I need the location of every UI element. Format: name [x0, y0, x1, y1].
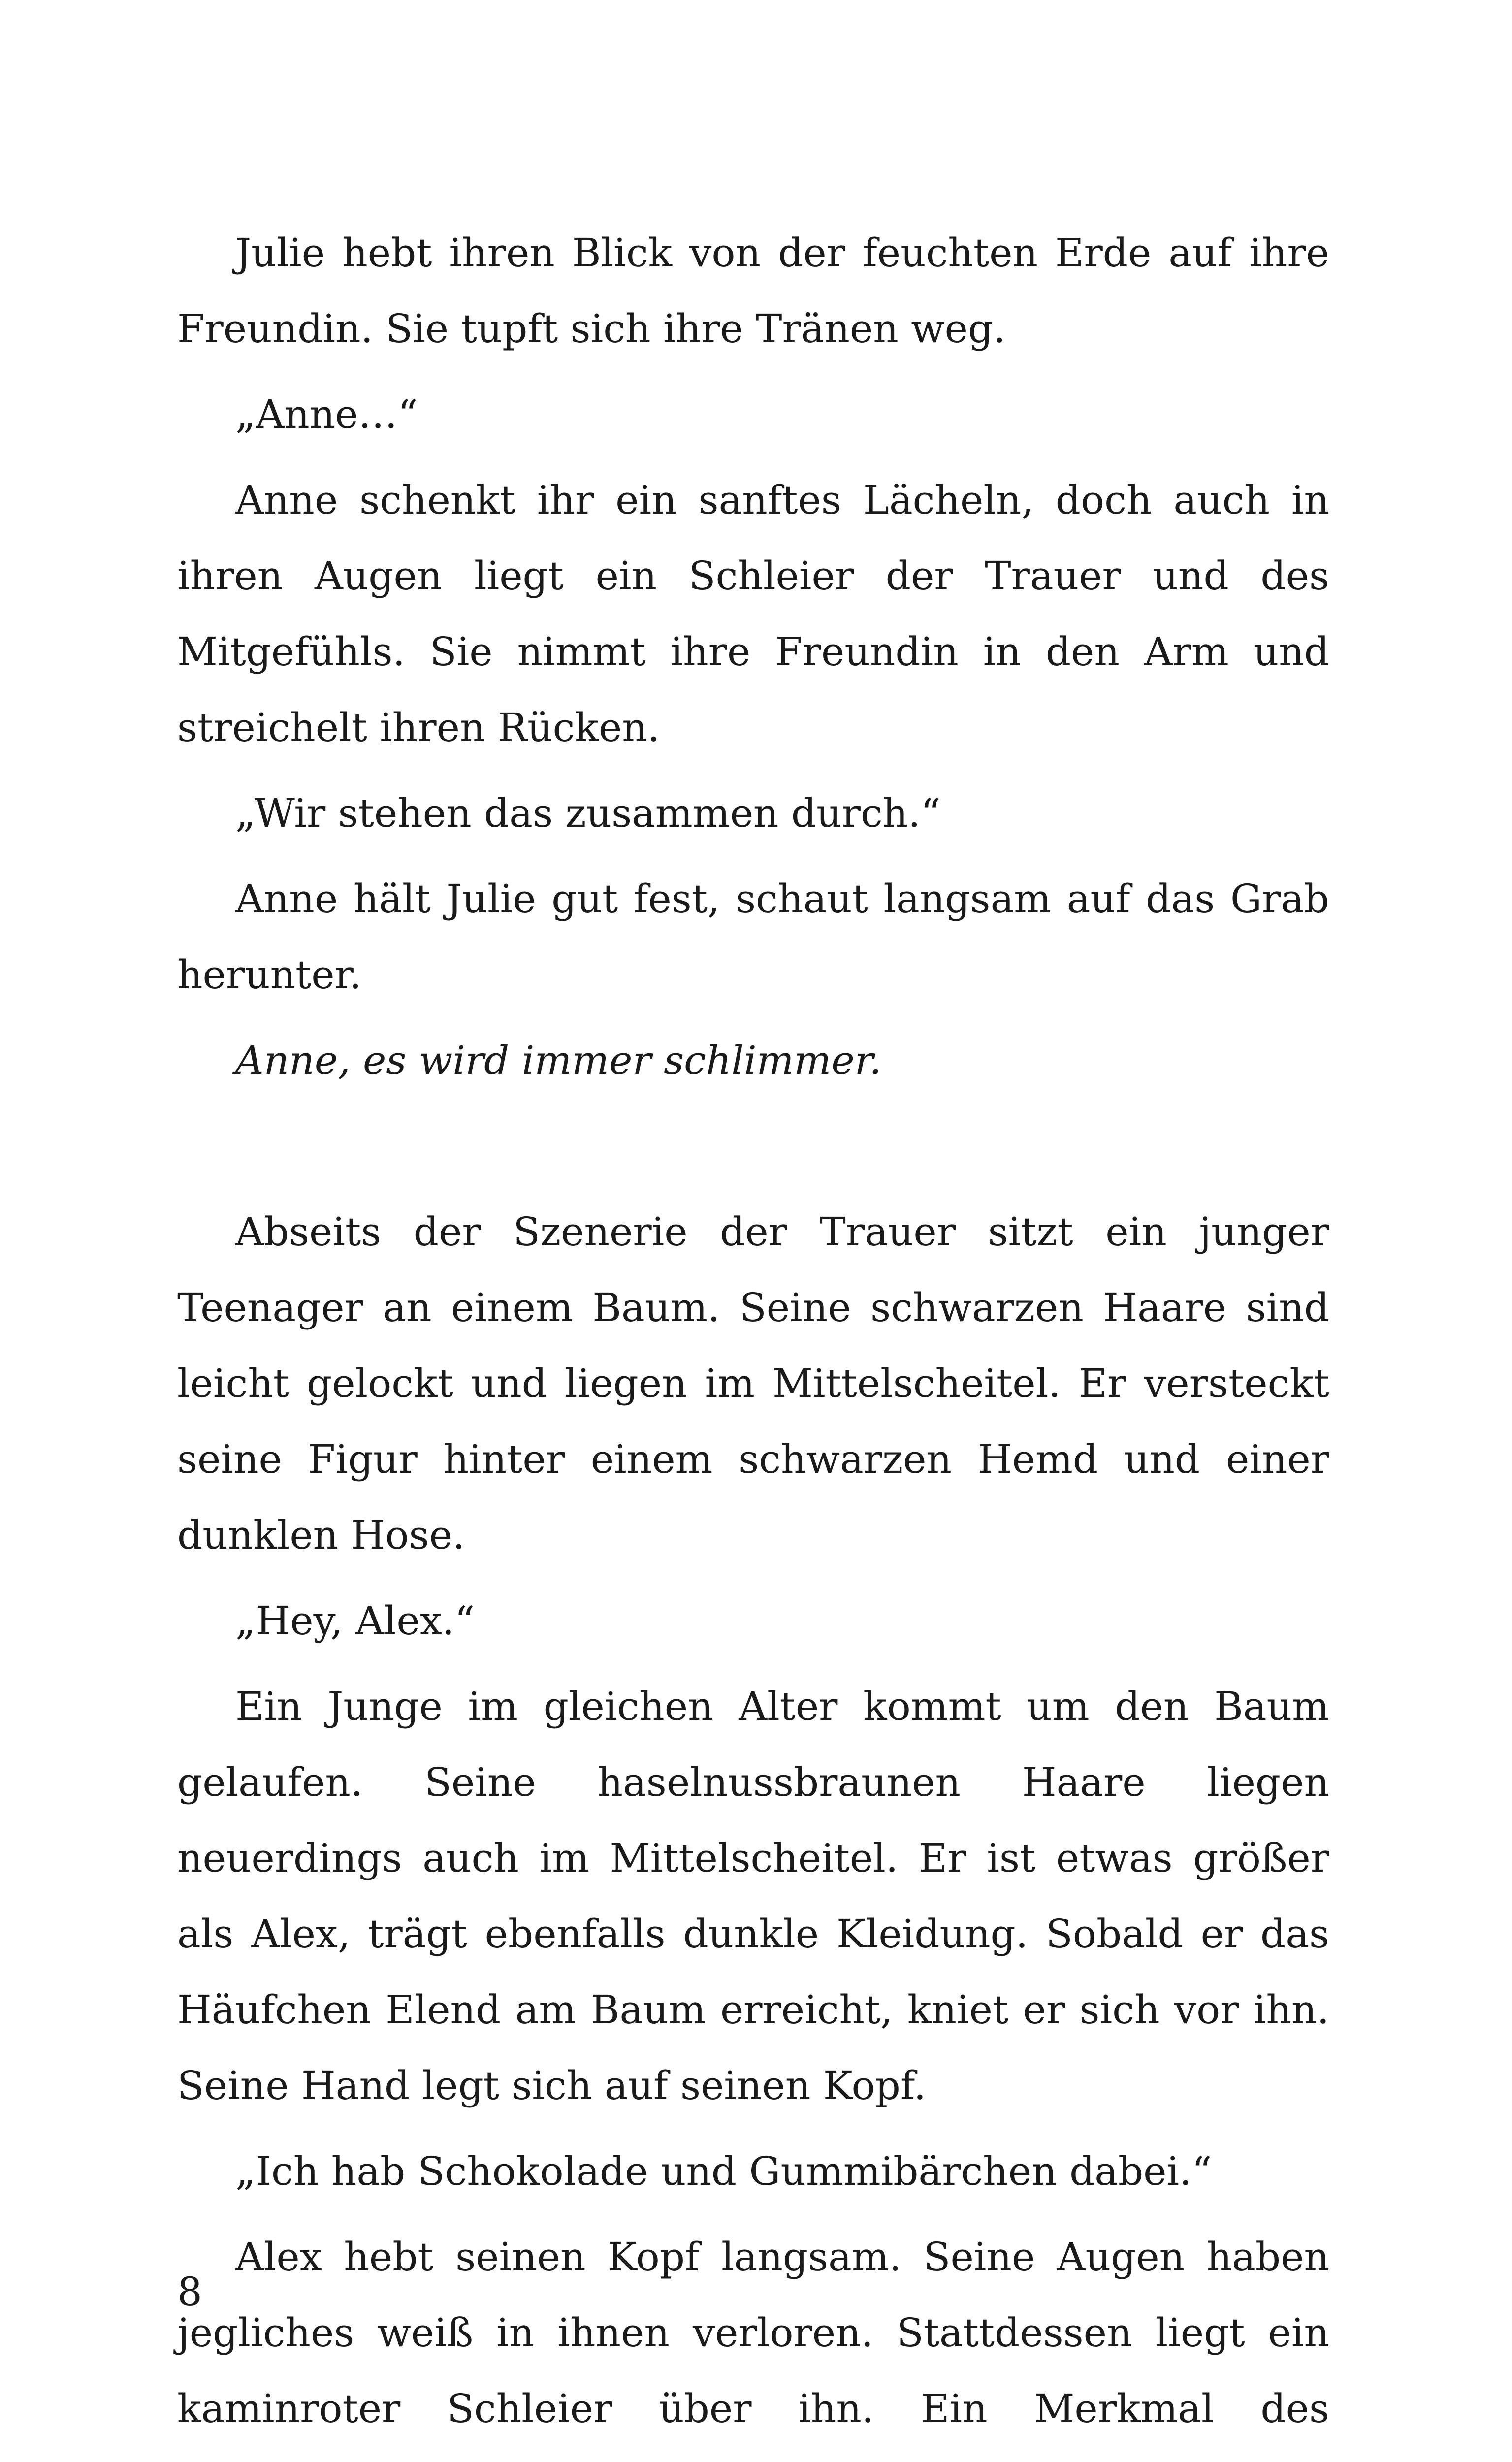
paragraph: „Anne…“: [235, 391, 418, 437]
scene-two: [177, 1194, 1329, 2462]
scene-one: [177, 215, 1329, 1099]
paragraph: Anne hält Julie gut fest, schaut langsam auf das Grab herunter.: [177, 876, 1329, 998]
paragraph: Abseits der Szenerie der Trauer sitzt ein junger Teenager an einem Baum. Seine schwarzen Haare sind leicht gelockt und liegen im Mittelscheitel. Er versteckt seine Figur hinter einem schwarzen Hemd und einer dunklen Hose.: [177, 1209, 1329, 1558]
page-number: 8: [177, 2269, 202, 2315]
paragraph: Julie hebt ihren Blick von der feuchten Erde auf ihre Freundin. Sie tupft sich ihre Tränen weg.: [177, 230, 1329, 352]
paragraph: Anne, es wird immer schlimmer.: [235, 1037, 882, 1083]
scene-break: [177, 1108, 1329, 1194]
paragraph: Alex hebt seinen Kopf langsam. Seine Augen haben jegliches weiß in ihnen verloren. Stattdessen liegt ein kaminroter Schleier über ihn. Ein Merkmal des: [177, 2234, 1329, 2431]
paragraph: Ein Junge im gleichen Alter kommt um den Baum gelaufen. Seine haselnussbraunen Haare liegen neuerdings auch im Mittelscheitel. Er ist etwas größer als Alex, trägt ebenfalls dunkle Kleidung. Sobald er das Häufchen Elend am Baum erreicht, kniet er sich vor ihn. Seine Hand legt sich auf seinen Kopf.: [177, 1684, 1329, 2108]
paragraph: „Wir stehen das zusammen durch.“: [235, 790, 941, 836]
body-text: [177, 215, 1329, 2462]
paragraph: „Ich hab Schokolade und Gummibärchen dabei.“: [235, 2148, 1212, 2194]
paragraph: „Hey, Alex.“: [235, 1598, 475, 1644]
paragraph: Anne schenkt ihr ein sanftes Lächeln, doch auch in ihren Augen liegt ein Schleier der Trauer und des Mitgefühls. Sie nimmt ihre Freundin in den Arm und streichelt ihren Rücken.: [177, 477, 1329, 750]
